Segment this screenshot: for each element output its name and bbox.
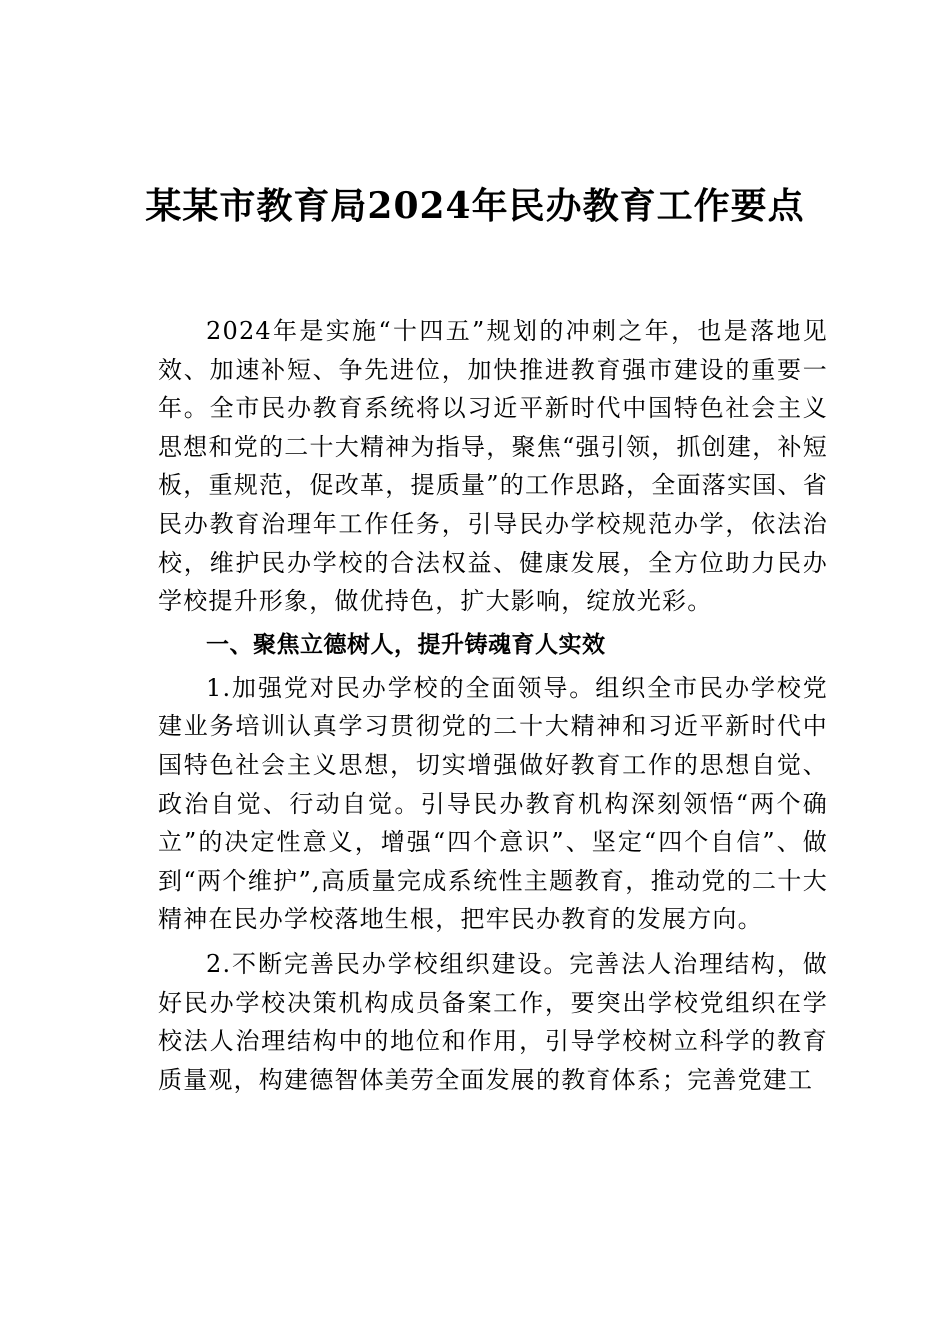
intro-paragraph: 2024年是实施“十四五”规划的冲刺之年，也是落地见效、加速补短、争先进位，加快推进教育强市建设的重要一年。全市民办教育系统将以习近平新时代中国特色社会主义思想和党的二十大精神为指导，聚焦“强引领，抓创建，补短板，重规范，促改革，提质量”的工作思路，全面落实国、省民办教育治理年工作任务，引导民办学校规范办学，依法治校，维护民办学校的合法权益、健康发展，全方位助力民办学校提升形象，做优持色，扩大影响，绽放光彩。	[158, 317, 828, 616]
document-body	[158, 312, 828, 1099]
section-heading-1: 一、聚焦立德树人，提升铸魂育人实效	[206, 631, 606, 658]
paragraph-item-1: 1.加强党对民办学校的全面领导。组织全市民办学校党建业务培训认真学习贯彻党的二十大精神和习近平新时代中国特色社会主义思想，切实增强做好教育工作的思想自觉、政治自觉、行动自觉。引导民办教育机构深刻领悟“两个确立”的决定性意义，增强“四个意识”、坚定“四个自信”、做到“两个维护”,高质量完成系统性主题教育，推动党的二十大精神在民办学校落地生根，把牢民办教育的发展方向。	[158, 673, 828, 934]
paragraph-item-2: 2.不断完善民办学校组织建设。完善法人治理结构，做好民办学校决策机构成员备案工作，要突出学校党组织在学校法人治理结构中的地位和作用，引导学校树立科学的教育质量观，构建德智体美劳全面发展的教育体系；完善党建工	[158, 949, 828, 1094]
document-title: 某某市教育局2024年民办教育工作要点	[145, 185, 805, 227]
